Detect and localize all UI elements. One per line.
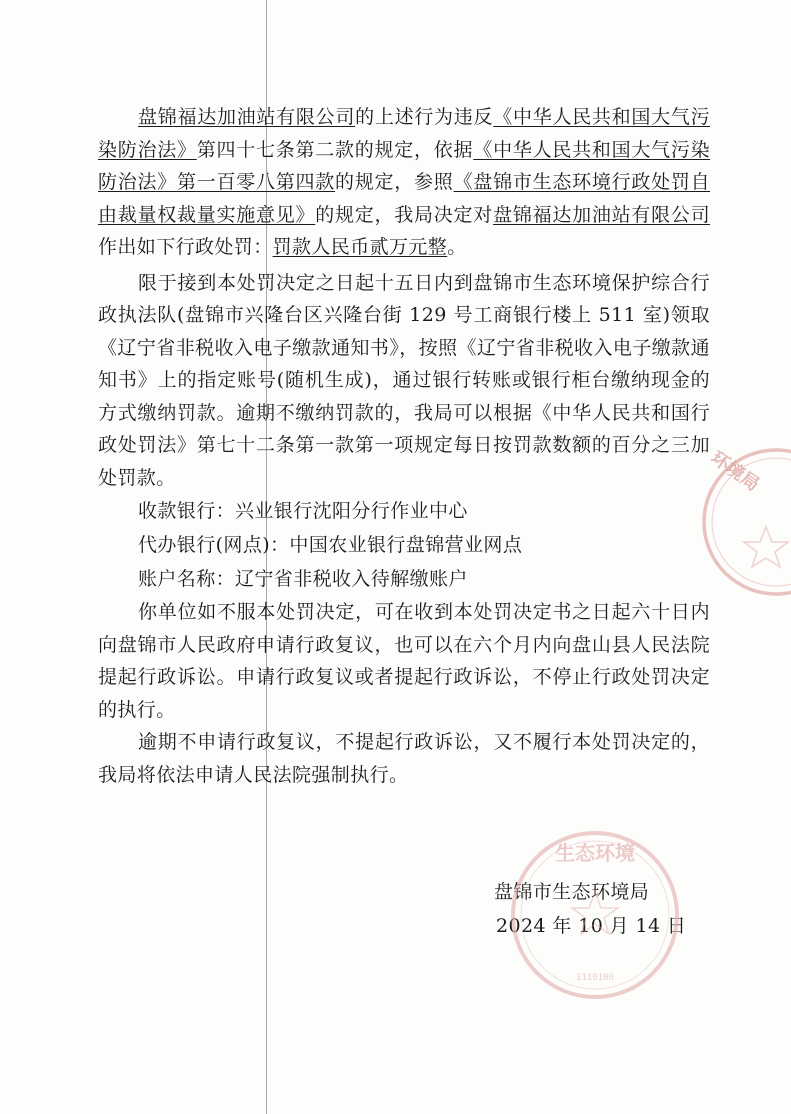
issuing-agency: 盘锦市生态环境局	[494, 881, 650, 903]
company-name-underlined: 盘锦福达加油站有限公司	[138, 106, 356, 128]
penalty-amount-underlined: 罚款人民币贰万元整	[272, 236, 448, 258]
appeal-rights-paragraph: 你单位如不服本处罚决定，可在收到本处罚决定书之日起六十日内向盘锦市人民政府申请行政复议，也可以在六个月内向盘山县人民法院提起行政诉讼。申请行政复议或者提起行政诉讼，不停止行政处罚决定的执行。	[98, 601, 710, 721]
text-fragment: 的规定，依据	[354, 138, 474, 161]
company-name-underlined: 盘锦福达加油站有限公司	[493, 203, 710, 226]
law-article-underlined: 《中华人民共和国大气污染防治法》第一百零八第四款	[98, 138, 710, 193]
article-reference: 第四十七条第二款	[196, 138, 355, 161]
text-fragment: 的规定，我局决定对	[315, 203, 494, 226]
svg-text:生态环境	[555, 841, 635, 865]
text-fragment: 。	[447, 236, 467, 258]
issue-date: 2024 年 10 月 14 日	[496, 915, 687, 937]
law-reference-underlined: 《中华人民共和国大气污染防治法》	[98, 106, 710, 161]
seal-number: 1110100	[576, 973, 614, 983]
receiving-bank-line: 收款银行：兴业银行沈阳分行作业中心	[138, 500, 468, 522]
document-body	[98, 101, 710, 791]
signature-block	[494, 875, 714, 943]
seal-text: 生态环境	[555, 841, 635, 865]
enforcement-paragraph: 逾期不申请行政复议，不提起行政诉讼，又不履行本处罚决定的，我局将依法申请人民法院强制执行。	[98, 731, 710, 786]
discretion-standard-underlined: 《盘锦市生态环境行政处罚自由裁量权裁量实施意见》	[98, 171, 711, 226]
text-fragment: 作出如下行政处罚：	[98, 236, 273, 258]
agent-bank-line: 代办银行(网点)：中国农业银行盘锦营业网点	[138, 534, 523, 556]
seal-text: 环境局	[706, 447, 764, 496]
svg-text:1110100	[576, 973, 614, 983]
text-fragment: 的规定，参照	[335, 171, 454, 193]
account-name-line: 账户名称：辽宁省非税收入待解缴账户	[138, 568, 468, 590]
svg-text:环境局	[707, 447, 764, 496]
text-fragment: 的上述行为违反	[355, 106, 494, 128]
penalty-decision-paragraph	[98, 101, 710, 264]
payment-instructions-paragraph: 限于接到本处罚决定之日起十五日内到盘锦市生态环境保护综合行政执法队(盘锦市兴隆台区兴隆台街 129 号工商银行楼上 511 室)领取《辽宁省非税收入电子缴款通知书》，按照《辽宁省非税收入电子缴款通知书》上的指定账号(随机生成)，通过银行转账或银行柜台缴纳现金的方式缴纳罚款。逾期不缴纳罚款的，我局可以根据《中华人民共和国行政处罚法》第七十二条第一款第一项规定每日按罚款数额的百分之三加处罚款。	[98, 271, 710, 489]
